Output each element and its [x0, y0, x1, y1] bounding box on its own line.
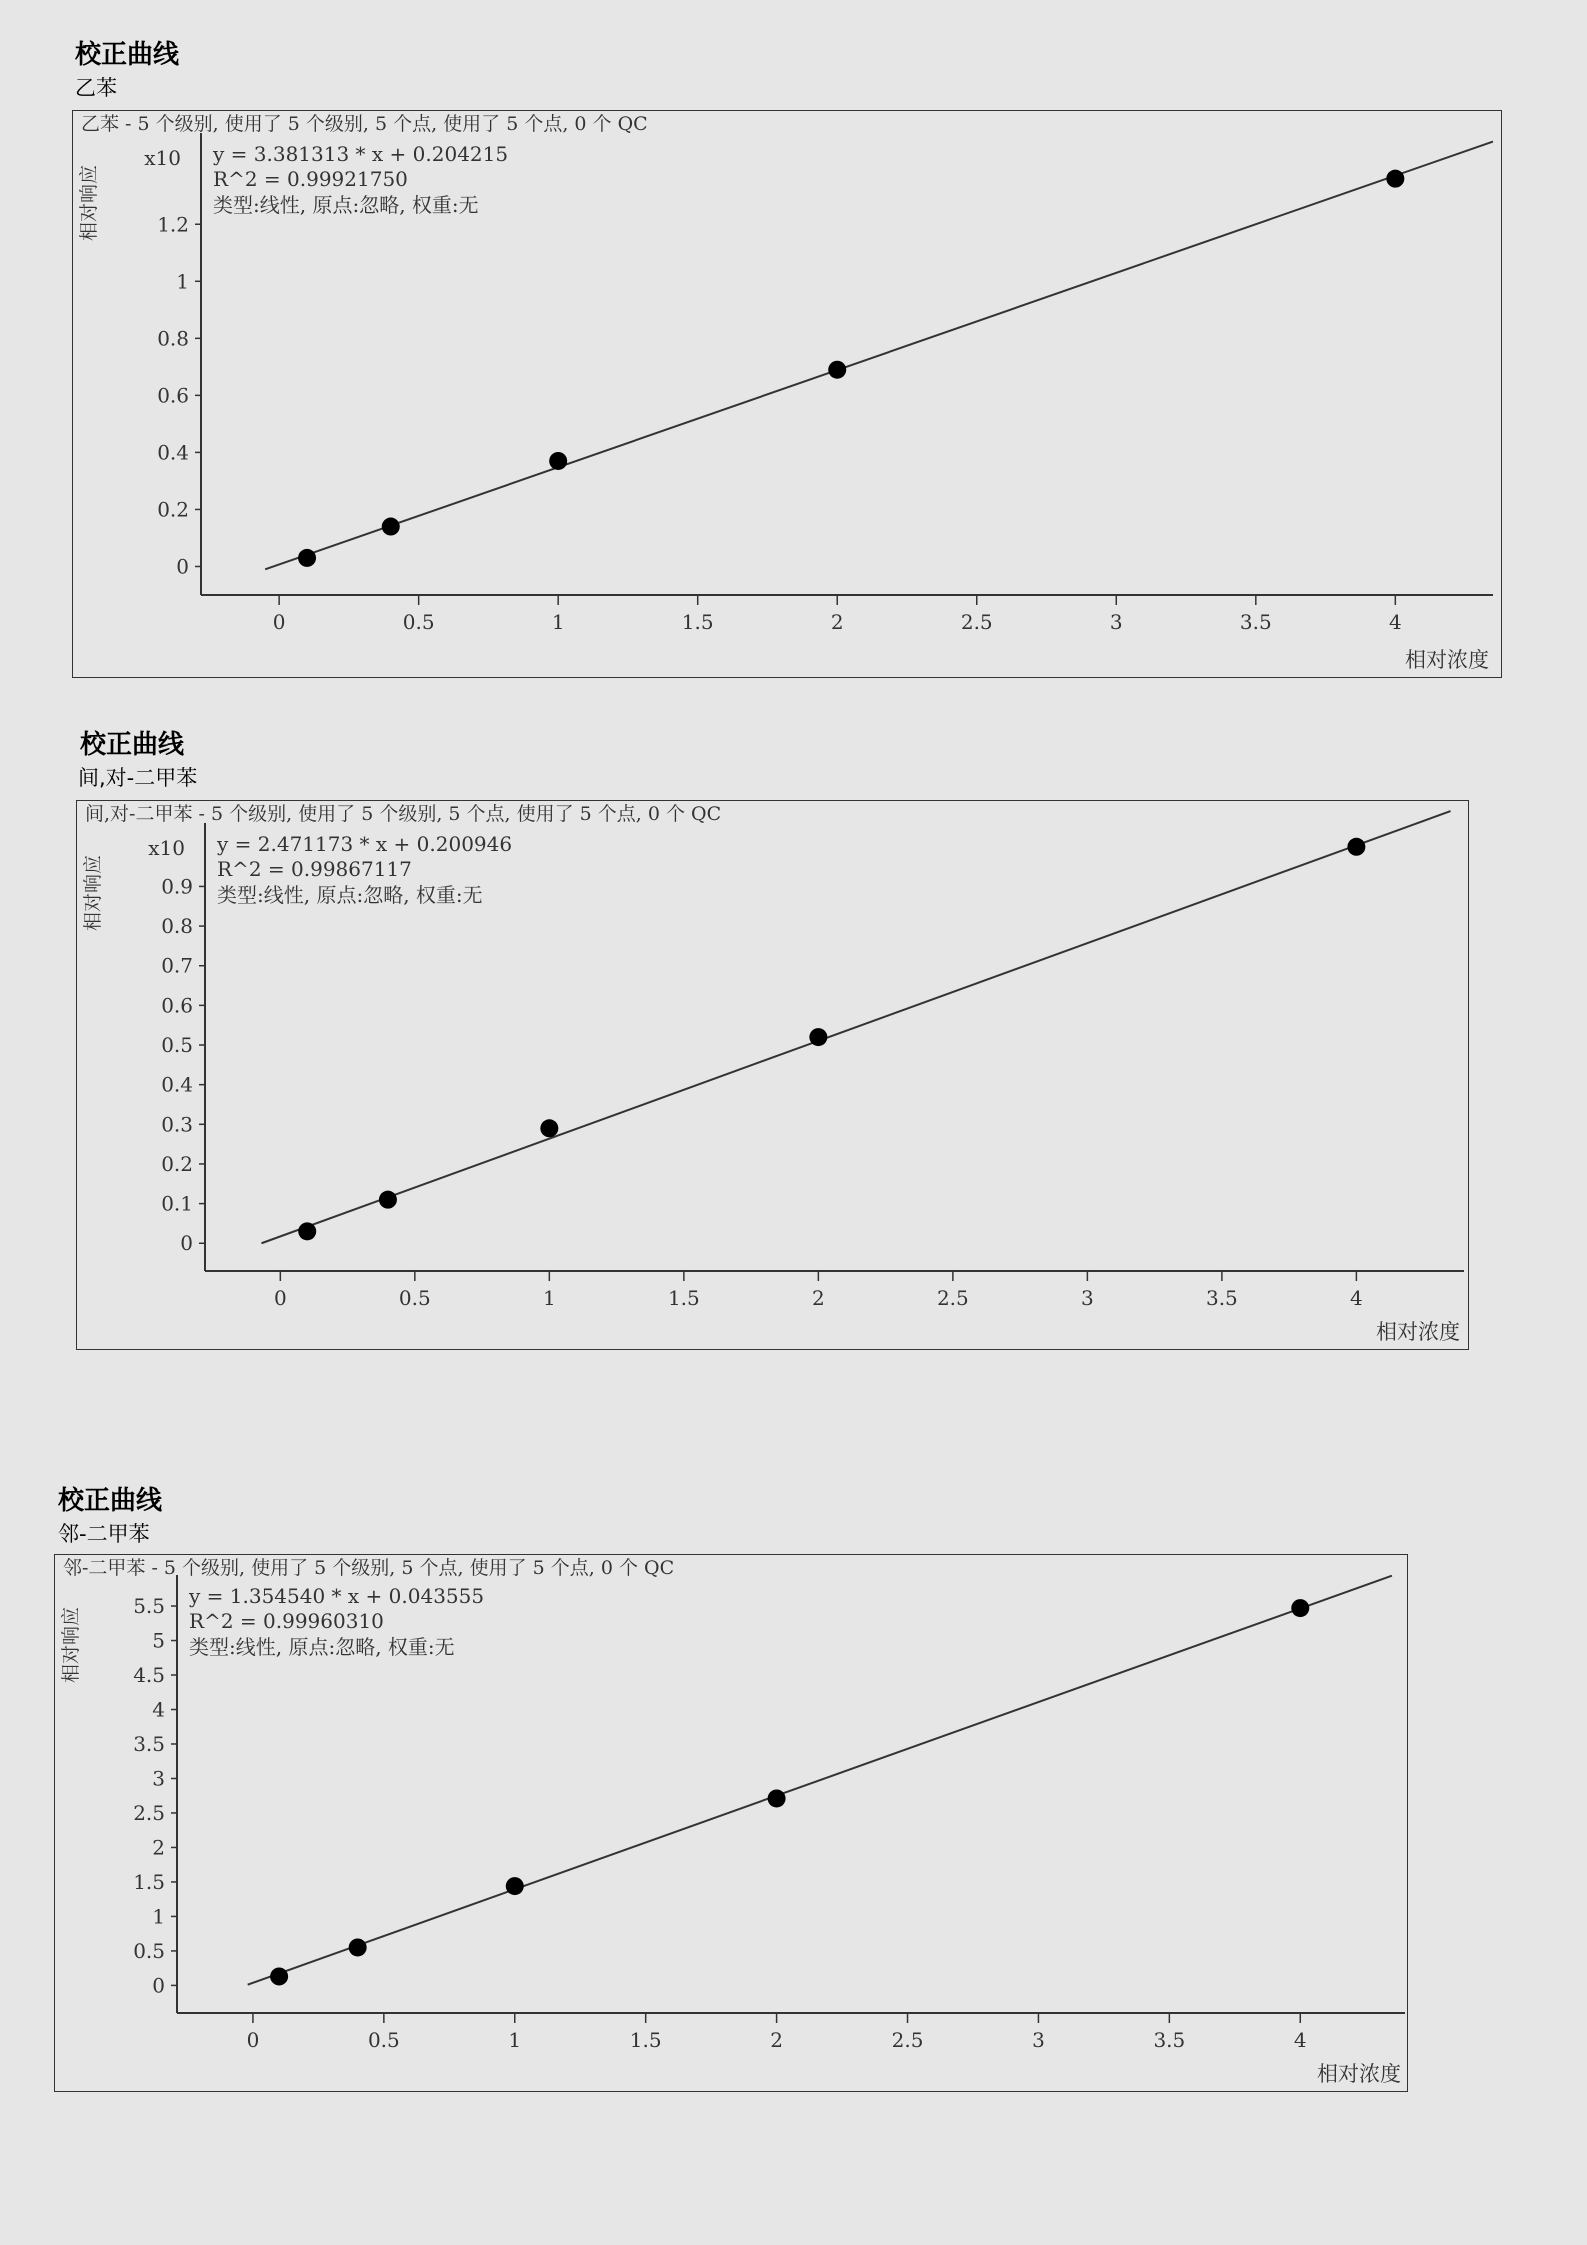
chart-1-subheading: 乙苯 [75, 76, 117, 100]
r-squared-annotation: R^2 = 0.99921750 [213, 167, 408, 191]
chart-2-svg [77, 801, 1470, 1351]
y-tick-label: 2.5 [133, 1800, 165, 1825]
data-point [540, 1119, 558, 1137]
x-axis-label: 相对浓度 [1405, 648, 1489, 672]
equation-annotation: y = 3.381313 * x + 0.204215 [213, 142, 509, 166]
x-tick-label: 1.5 [681, 610, 714, 634]
chart-3-panel [54, 1554, 1408, 2092]
y-tick-label: 1.2 [157, 212, 189, 237]
data-point [549, 452, 567, 470]
r-squared-annotation: R^2 = 0.99867117 [217, 857, 412, 881]
x-tick-label: 3.5 [1239, 610, 1272, 634]
y-tick-label: 2 [152, 1835, 165, 1860]
y-tick-label: 0 [152, 1973, 165, 1998]
chart-2-panel [76, 800, 1469, 1350]
y-tick-label: 1 [176, 269, 189, 294]
y-multiplier-label: x10 [148, 836, 185, 860]
chart-title: 乙苯 - 5 个级别, 使用了 5 个级别, 5 个点, 使用了 5 个点, 0 个 QC [81, 113, 648, 135]
y-tick-label: 1 [152, 1904, 165, 1929]
equation-annotation: y = 2.471173 * x + 0.200946 [217, 832, 513, 856]
y-tick-label: 0.4 [161, 1072, 193, 1097]
chart-1-heading: 校正曲线 [75, 40, 180, 70]
x-tick-label: 0 [273, 1286, 287, 1310]
chart-2-subheading: 间,对-二甲苯 [78, 766, 198, 790]
y-tick-label: 0.5 [161, 1033, 193, 1058]
chart-3-svg [55, 1555, 1409, 2093]
y-tick-label: 0.1 [161, 1191, 193, 1216]
x-tick-label: 2.5 [891, 2028, 924, 2052]
x-axis-label: 相对浓度 [1376, 1320, 1460, 1344]
y-axis-label: 相对响应 [60, 1606, 82, 1684]
x-tick-label: 2.5 [936, 1286, 969, 1310]
data-point [809, 1028, 827, 1046]
chart-title: 邻-二甲苯 - 5 个级别, 使用了 5 个级别, 5 个点, 使用了 5 个点, 0 个 QC [63, 1557, 675, 1579]
x-tick-label: 4 [1293, 2028, 1307, 2052]
y-tick-label: 0.8 [157, 326, 189, 351]
x-tick-label: 3 [1032, 2028, 1045, 2052]
x-tick-label: 1.5 [629, 2028, 662, 2052]
data-point [1347, 838, 1365, 856]
chart-1-panel [72, 110, 1502, 678]
data-point [828, 361, 846, 379]
equation-annotation: y = 1.354540 * x + 0.043555 [189, 1584, 485, 1608]
fit-info-annotation: 类型:线性, 原点:忽略, 权重:无 [189, 1635, 455, 1659]
data-point [349, 1938, 367, 1956]
data-point [298, 1222, 316, 1240]
x-tick-label: 2 [770, 2028, 783, 2052]
x-tick-label: 3 [1081, 1286, 1094, 1310]
chart-3-subheading: 邻-二甲苯 [58, 1522, 150, 1546]
x-axis-label: 相对浓度 [1317, 2062, 1401, 2086]
fit-info-annotation: 类型:线性, 原点:忽略, 权重:无 [217, 883, 483, 907]
y-tick-label: 0.9 [161, 874, 193, 899]
x-tick-label: 3.5 [1205, 1286, 1238, 1310]
data-point [382, 518, 400, 536]
y-tick-label: 3.5 [133, 1731, 165, 1756]
x-tick-label: 2.5 [960, 610, 993, 634]
y-multiplier-label: x10 [144, 146, 181, 170]
y-tick-label: 0.8 [161, 914, 193, 939]
chart-title: 间,对-二甲苯 - 5 个级别, 使用了 5 个级别, 5 个点, 使用了 5 个点, 0 个 QC [85, 803, 722, 825]
x-tick-label: 2 [830, 610, 844, 634]
y-tick-label: 0 [180, 1231, 193, 1256]
chart-1-svg [73, 111, 1503, 679]
y-tick-label: 0 [176, 554, 189, 579]
x-tick-label: 0 [272, 610, 286, 634]
data-point [768, 1789, 786, 1807]
y-tick-label: 0.6 [157, 383, 189, 408]
data-point [270, 1967, 288, 1985]
x-tick-label: 4 [1350, 1286, 1363, 1310]
y-axis-label: 相对响应 [78, 164, 100, 242]
x-tick-label: 0 [246, 2028, 260, 2052]
y-tick-label: 5 [152, 1628, 165, 1653]
fit-line [261, 811, 1450, 1243]
chart-3-heading: 校正曲线 [58, 1486, 163, 1516]
fit-info-annotation: 类型:线性, 原点:忽略, 权重:无 [213, 193, 479, 217]
x-tick-label: 0.5 [367, 2028, 400, 2052]
y-tick-label: 0.2 [161, 1151, 193, 1176]
x-tick-label: 2 [811, 1286, 825, 1310]
data-point [379, 1191, 397, 1209]
x-tick-label: 4 [1388, 610, 1402, 634]
data-point [298, 549, 316, 567]
y-tick-label: 3 [152, 1766, 165, 1791]
y-tick-label: 0.4 [157, 440, 189, 465]
r-squared-annotation: R^2 = 0.99960310 [189, 1609, 384, 1633]
x-tick-label: 1 [542, 1286, 556, 1310]
y-tick-label: 4.5 [133, 1663, 165, 1688]
x-tick-label: 1.5 [667, 1286, 700, 1310]
x-tick-label: 0.5 [402, 610, 435, 634]
y-tick-label: 5.5 [133, 1594, 165, 1619]
y-tick-label: 0.5 [133, 1938, 165, 1963]
y-tick-label: 0.7 [161, 953, 193, 978]
x-tick-label: 1 [551, 610, 565, 634]
x-tick-label: 1 [508, 2028, 522, 2052]
data-point [1291, 1599, 1309, 1617]
x-tick-label: 3 [1109, 610, 1123, 634]
y-axis-label: 相对响应 [82, 854, 104, 932]
data-point [1386, 170, 1404, 188]
y-tick-label: 0.2 [157, 497, 189, 522]
x-tick-label: 0.5 [398, 1286, 431, 1310]
y-tick-label: 0.6 [161, 993, 193, 1018]
y-tick-label: 4 [152, 1697, 165, 1722]
y-tick-label: 1.5 [133, 1869, 165, 1894]
x-tick-label: 3.5 [1153, 2028, 1186, 2052]
chart-2-heading: 校正曲线 [80, 730, 185, 760]
data-point [506, 1877, 524, 1895]
y-tick-label: 0.3 [161, 1112, 193, 1137]
